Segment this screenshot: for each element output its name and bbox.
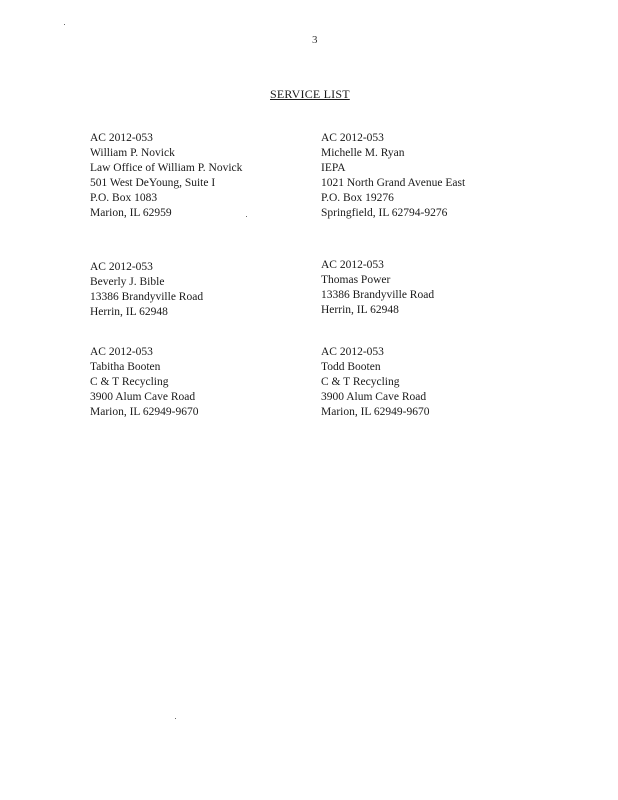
case-number: AC 2012-053 (90, 261, 153, 273)
service-entry (321, 258, 434, 318)
case-number: AC 2012-053 (321, 132, 384, 144)
service-entry (90, 260, 203, 320)
street-address: 13386 Brandyville Road (90, 291, 204, 303)
city-state-zip: Marion, IL 62949-9670 (321, 406, 430, 418)
recipient-name: Michelle M. Ryan (321, 147, 405, 159)
case-number: AC 2012-053 (90, 346, 153, 358)
recipient-name: Thomas Power (321, 274, 391, 286)
organization: C & T Recycling (90, 376, 169, 388)
document-title: SERVICE LIST (270, 87, 350, 101)
street-address: 3900 Alum Cave Road (90, 391, 196, 403)
recipient-name: William P. Novick (90, 147, 175, 159)
scan-speck (175, 718, 176, 719)
city-state-zip: Marion, IL 62949-9670 (90, 406, 199, 418)
po-box: P.O. Box 19276 (321, 192, 394, 204)
page-number: 3 (312, 34, 318, 46)
recipient-name: Tabitha Booten (90, 361, 161, 373)
city-state-zip: Marion, IL 62959 (90, 207, 172, 219)
service-entry (321, 345, 430, 420)
scan-speck (246, 216, 247, 217)
city-state-zip: Springfield, IL 62794-9276 (321, 207, 448, 219)
case-number: AC 2012-053 (90, 132, 153, 144)
recipient-name: Beverly J. Bible (90, 276, 165, 288)
service-entry (321, 131, 465, 221)
city-state-zip: Herrin, IL 62948 (90, 306, 168, 318)
case-number: AC 2012-053 (321, 259, 384, 271)
service-entry (90, 345, 199, 420)
recipient-name: Todd Booten (321, 361, 381, 373)
case-number: AC 2012-053 (321, 346, 384, 358)
service-entry (90, 131, 242, 221)
organization: C & T Recycling (321, 376, 400, 388)
street-address: 13386 Brandyville Road (321, 289, 435, 301)
organization: Law Office of William P. Novick (90, 162, 243, 174)
scan-speck (64, 24, 65, 25)
city-state-zip: Herrin, IL 62948 (321, 304, 399, 316)
street-address: 1021 North Grand Avenue East (321, 177, 466, 189)
street-address: 3900 Alum Cave Road (321, 391, 427, 403)
organization: IEPA (321, 162, 346, 174)
po-box: P.O. Box 1083 (90, 192, 158, 204)
street-address: 501 West DeYoung, Suite I (90, 177, 216, 189)
